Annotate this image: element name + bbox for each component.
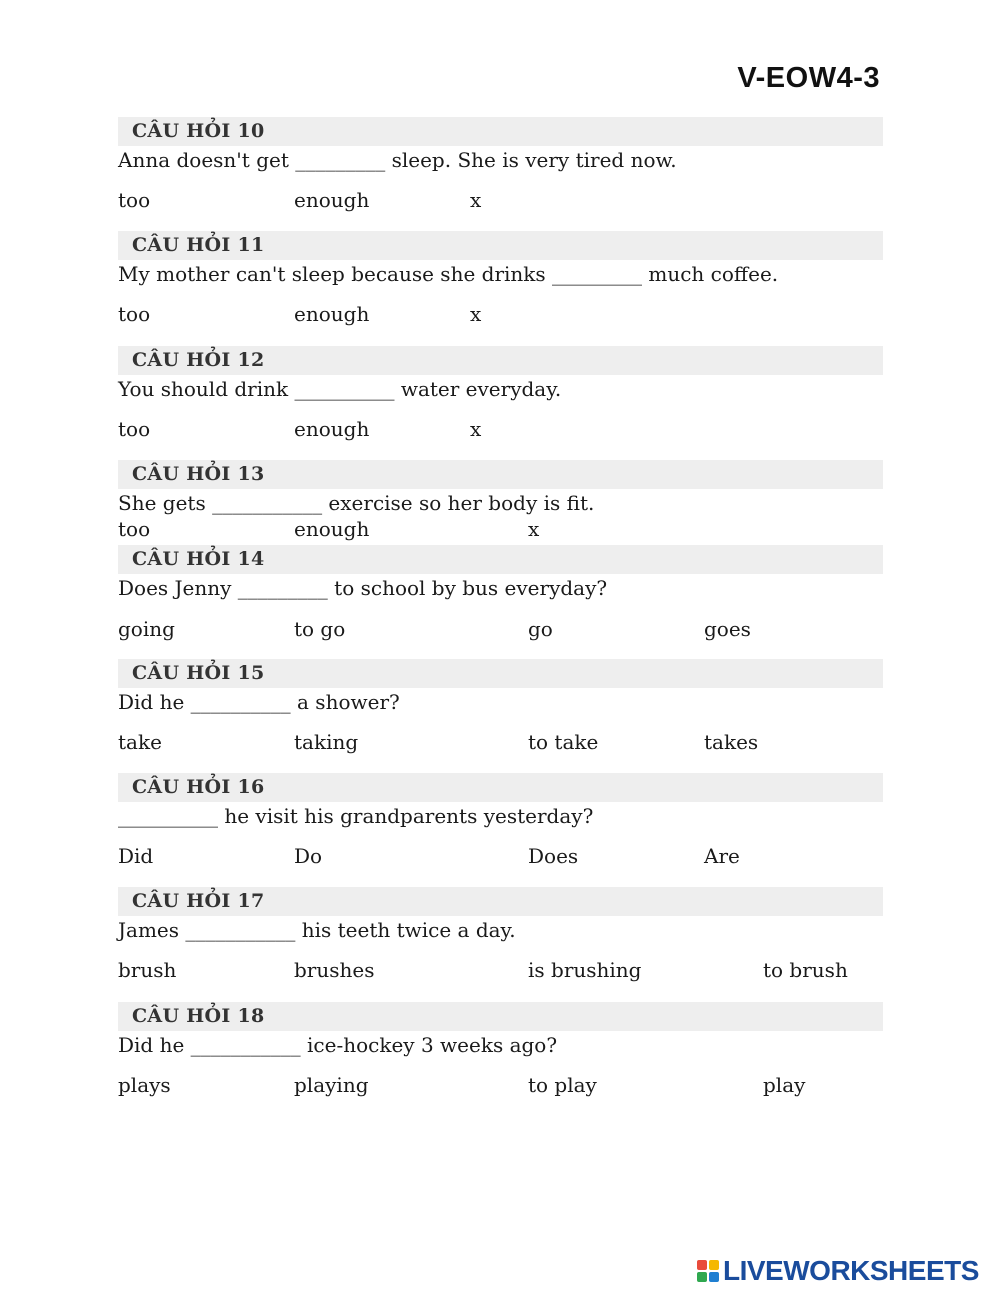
logo-tile — [709, 1272, 719, 1282]
document-code: V-EOW4-3 — [737, 62, 880, 94]
answer-options — [118, 302, 883, 332]
question-block — [118, 460, 883, 545]
answer-option[interactable]: going — [118, 617, 175, 641]
question-block — [118, 887, 883, 988]
answer-option[interactable]: play — [763, 1073, 806, 1097]
answer-option[interactable]: x — [470, 302, 482, 326]
answer-option[interactable]: x — [470, 188, 482, 212]
answer-options — [118, 517, 883, 545]
question-label: CÂU HỎI 14 — [118, 545, 883, 574]
answer-options — [118, 188, 883, 218]
question-block — [118, 545, 883, 647]
question-block — [118, 117, 883, 218]
answer-option[interactable]: brushes — [294, 958, 375, 982]
question-text: She gets ___________ exercise so her body is fit. — [118, 491, 595, 515]
question-block — [118, 346, 883, 447]
answer-options — [118, 730, 883, 760]
answer-option[interactable]: x — [528, 517, 540, 541]
answer-option[interactable]: taking — [294, 730, 359, 754]
logo-text: LIVEWORKSHEETS — [723, 1255, 979, 1286]
question-label: CÂU HỎI 18 — [118, 1002, 883, 1031]
answer-option[interactable]: takes — [704, 730, 759, 754]
question-block — [118, 231, 883, 332]
question-label: CÂU HỎI 11 — [118, 231, 883, 260]
answer-options — [118, 1073, 883, 1103]
answer-option[interactable]: Are — [704, 844, 740, 868]
answer-option[interactable]: to take — [528, 730, 599, 754]
question-text: Anna doesn't get _________ sleep. She is very tired now. — [118, 148, 677, 172]
question-label: CÂU HỎI 12 — [118, 346, 883, 375]
question-text: Did he ___________ ice-hockey 3 weeks ago? — [118, 1033, 558, 1057]
answer-option[interactable]: enough — [294, 417, 370, 441]
answer-options — [118, 844, 883, 874]
question-label: CÂU HỎI 16 — [118, 773, 883, 802]
answer-option[interactable]: too — [118, 302, 151, 326]
question-label: CÂU HỎI 13 — [118, 460, 883, 489]
question-text: You should drink __________ water everyday. — [118, 377, 562, 401]
answer-option[interactable]: enough — [294, 517, 370, 541]
answer-option[interactable]: Does — [528, 844, 579, 868]
logo-tile — [697, 1272, 707, 1282]
question-block — [118, 773, 883, 874]
answer-option[interactable]: goes — [704, 617, 751, 641]
answer-option[interactable]: to go — [294, 617, 346, 641]
answer-option[interactable]: x — [470, 417, 482, 441]
answer-option[interactable]: Do — [294, 844, 323, 868]
answer-option[interactable]: Did — [118, 844, 154, 868]
answer-option[interactable]: take — [118, 730, 162, 754]
answer-option[interactable]: enough — [294, 188, 370, 212]
logo-tile — [709, 1260, 719, 1270]
answer-option[interactable]: too — [118, 417, 151, 441]
answer-option[interactable]: go — [528, 617, 553, 641]
question-text: __________ he visit his grandparents yesterday? — [118, 804, 594, 828]
question-text: Does Jenny _________ to school by bus everyday? — [118, 576, 608, 600]
question-text: James ___________ his teeth twice a day. — [118, 918, 516, 942]
question-label: CÂU HỎI 17 — [118, 887, 883, 916]
question-label: CÂU HỎI 10 — [118, 117, 883, 146]
question-text: Did he __________ a shower? — [118, 690, 400, 714]
answer-option[interactable]: to brush — [763, 958, 848, 982]
answer-option[interactable]: enough — [294, 302, 370, 326]
answer-option[interactable]: too — [118, 517, 151, 541]
question-label: CÂU HỎI 15 — [118, 659, 883, 688]
answer-option[interactable]: playing — [294, 1073, 369, 1097]
question-block — [118, 1002, 883, 1103]
answer-options — [118, 617, 883, 647]
answer-option[interactable]: to play — [528, 1073, 597, 1097]
logo-tile — [697, 1260, 707, 1270]
question-block — [118, 659, 883, 760]
answer-option[interactable]: brush — [118, 958, 177, 982]
liveworksheets-logo[interactable] — [697, 1256, 979, 1286]
answer-option[interactable]: plays — [118, 1073, 171, 1097]
answer-option[interactable]: is brushing — [528, 958, 642, 982]
answer-options — [118, 958, 883, 988]
answer-option[interactable]: too — [118, 188, 151, 212]
answer-options — [118, 417, 883, 447]
question-text: My mother can't sleep because she drinks _________ much coffee. — [118, 262, 779, 286]
logo-mark-icon — [697, 1260, 719, 1282]
